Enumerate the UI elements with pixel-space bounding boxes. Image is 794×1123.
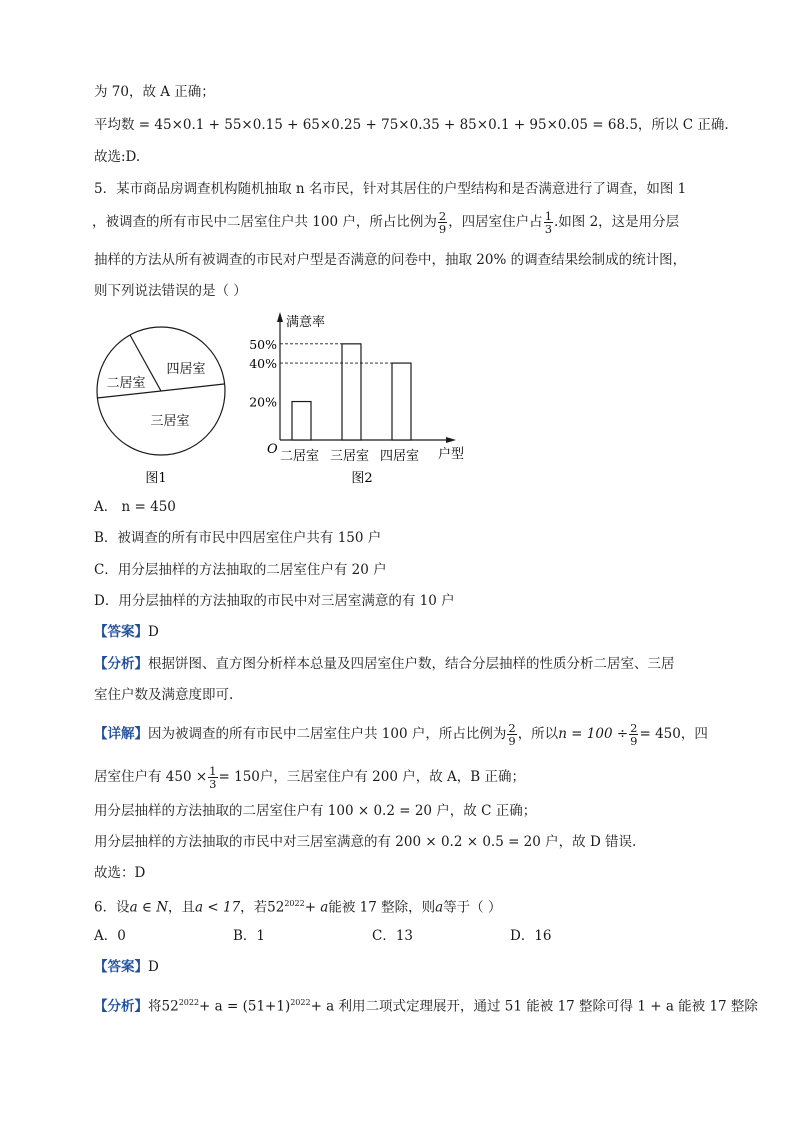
text-line: 室住户数及满意度即可. — [94, 687, 234, 703]
text-line: 则下列说法错误的是（ ） — [94, 283, 247, 299]
y-tick-label: 50% — [249, 336, 277, 352]
option-c: C．13 — [372, 928, 414, 944]
pie-label-4room: 四居室 — [166, 362, 206, 377]
question-5-stem: 5．某市商品房调查机构随机抽取 n 名市民，针对其居住的户型结构和是否满意进行了调查，如图 1 — [94, 181, 687, 197]
x-tick-label: 四居室 — [379, 449, 420, 464]
text-line: 平均数 = 45×0.1 + 55×0.15 + 65×0.25 + 75×0.35 + 85×0.1 + 95×0.05 = 68.5，所以 C 正确. — [94, 117, 729, 133]
x-tick-label: 二居室 — [279, 449, 320, 464]
option-d: D．用分层抽样的方法抽取的市民中对三居室满意的有 10 户 — [94, 593, 455, 609]
pie-figure — [90, 320, 240, 490]
text-line: 用分层抽样的方法抽取的市民中对三居室满意的有 200 × 0.2 × 0.5 = 20 户，故 D 错误. — [94, 834, 637, 850]
x-axis-label: 户型 — [438, 447, 465, 462]
option-c: C．用分层抽样的方法抽取的二居室住户有 20 户 — [94, 562, 387, 578]
text-line: 用分层抽样的方法抽取的二居室住户有 100 × 0.2 = 20 户，故 C 正确； — [94, 803, 537, 819]
pie-label-2room: 二居室 — [106, 376, 146, 391]
fraction-1-3: $\frac{1}{3}$ — [544, 209, 553, 236]
option-d: D．16 — [510, 928, 552, 944]
bar-二居室 — [292, 402, 311, 440]
analysis-tag: 【分析】 — [94, 998, 148, 1015]
origin-label: O — [267, 442, 278, 457]
bar-四居室 — [392, 363, 411, 440]
bar-三居室 — [342, 344, 361, 440]
text-line: 为 70，故 A 正确； — [94, 84, 215, 100]
pie-divider — [161, 384, 224, 391]
chart-caption: 图2 — [351, 471, 373, 486]
question-6-stem: 6．设a ∈ N，且a < 17，若$52^{2022}+ a$能被 17 整除，则a等于（ ） — [94, 899, 502, 916]
detail-tag: 【详解】 — [94, 726, 148, 742]
option-a: A．0 — [94, 928, 126, 944]
y-tick-label: 40% — [249, 356, 277, 372]
bar-chart — [240, 310, 480, 490]
pie-divider — [97, 391, 161, 398]
text-line: 故选：D — [94, 865, 146, 881]
option-b: B．1 — [233, 928, 266, 944]
x-axis-arrow — [446, 437, 456, 443]
y-axis-label: 满意率 — [286, 315, 326, 330]
y-tick-label: 20% — [249, 394, 277, 410]
answer-tag: 【答案】 — [94, 959, 148, 975]
analysis-line: 【分析】根据饼图、直方图分析样本总量及四居室住户数，结合分层抽样的性质分析二居室、三居 — [94, 656, 675, 672]
analysis-tag: 【分析】 — [94, 656, 148, 672]
question-5-stem-line2: ，被调查的所有市民中二居室住户共 100 户，所占比例为 $\frac{2}{9}$ ，四居室住户占 $\frac{1}{3}$ .如图 2，这是用分层 — [92, 209, 680, 236]
detail-line: 【详解】因为被调查的所有市民中二居室住户共 100 户，所占比例为 $\frac{2}{9}$ ，所以n = 100 ÷ $\frac{2}{9}$ = 450，四 — [94, 721, 708, 748]
text-line: 故选:D. — [94, 149, 141, 165]
x-tick-label: 三居室 — [329, 449, 370, 464]
answer-line: 【答案】D — [94, 959, 159, 975]
analysis-line: 【分析】将$52^{2022}+ a = (51+1)^{2022}+ a$ 利用二项式定理展开，通过 51 能被 17 整除可得 1 + a 能被 17 整除 — [94, 998, 758, 1015]
text-line: 抽样的方法从所有被调查的市民对户型是否满意的问卷中，抽取 20% 的调查结果绘制成的统计图， — [94, 252, 687, 268]
option-a: A． n = 450 — [94, 499, 176, 515]
option-b: B．被调查的所有市民中四居室住户共有 150 户 — [94, 530, 382, 546]
fraction-2-9: $\frac{2}{9}$ — [438, 209, 447, 236]
pie-label-3room: 三居室 — [150, 414, 190, 429]
pie-caption: 图1 — [145, 471, 167, 486]
answer-line: 【答案】D — [94, 624, 159, 640]
y-axis-arrow — [277, 312, 283, 322]
answer-tag: 【答案】 — [94, 624, 148, 640]
text-line: 居室住户有 450 × $\frac{1}{3}$ = 150户，三居室住户有 200 户，故 A，B 正确； — [94, 764, 525, 791]
